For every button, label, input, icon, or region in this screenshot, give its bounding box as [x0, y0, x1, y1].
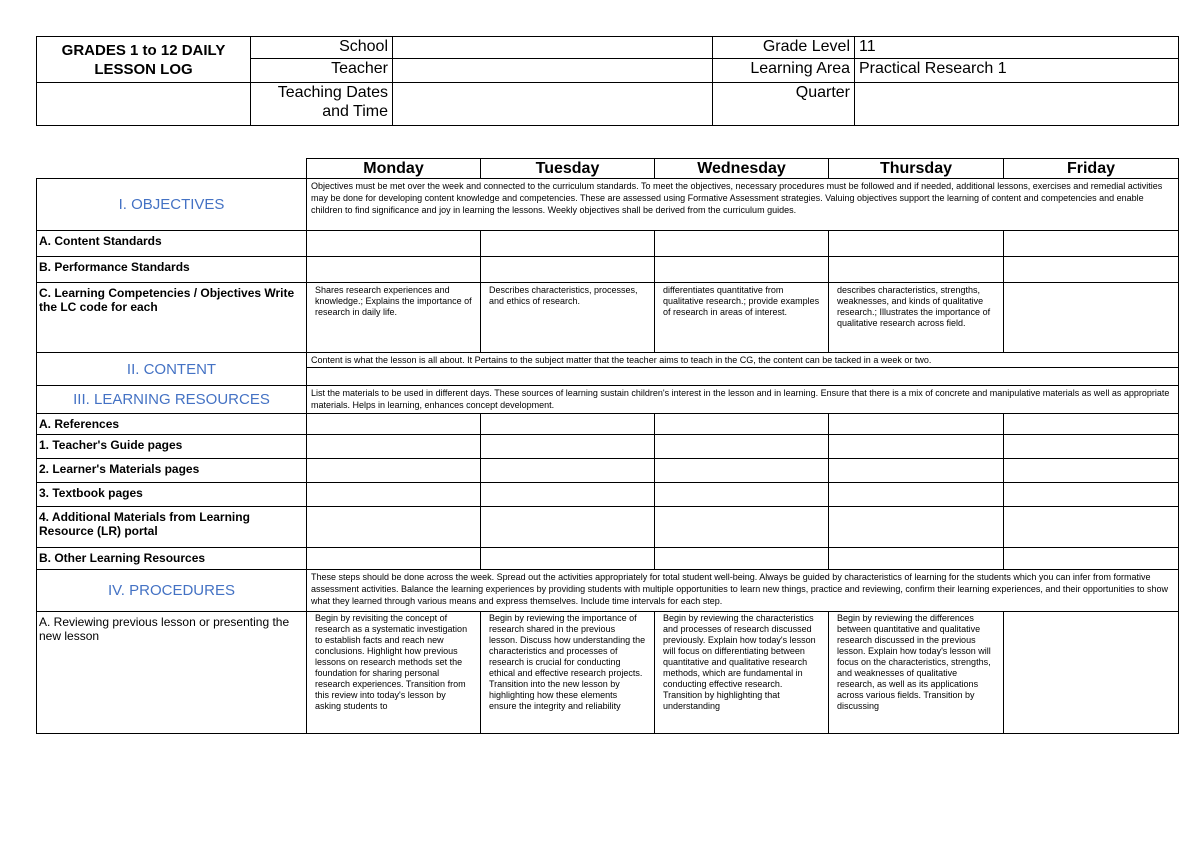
- learners-materials-tuesday[interactable]: [481, 459, 655, 483]
- lesson-log-header: [36, 36, 1179, 126]
- other-resources-label: B. Other Learning Resources: [37, 548, 307, 570]
- competencies-monday[interactable]: Shares research experiences and knowledge.; Explains the importance of research in daily life.: [307, 283, 481, 353]
- competencies-friday[interactable]: [1004, 283, 1179, 353]
- teachers-guide-label: 1. Teacher's Guide pages: [37, 435, 307, 459]
- additional-materials-label: 4. Additional Materials from Learning Resource (LR) portal: [37, 507, 307, 548]
- learners-materials-label: 2. Learner's Materials pages: [37, 459, 307, 483]
- resources-note: List the materials to be used in different days. These sources of learning sustain children's interest in the lesson and in learning. Ensure that there is a mix of concrete and manipulative materials as well as appropriate materials. Helps in learning, enhances concept development.: [307, 386, 1179, 414]
- day-header-tuesday: Tuesday: [481, 159, 655, 179]
- other-resources-friday[interactable]: [1004, 548, 1179, 570]
- references-monday[interactable]: [307, 414, 481, 435]
- content-standards-friday[interactable]: [1004, 231, 1179, 257]
- content-standards-thursday[interactable]: [829, 231, 1004, 257]
- day-header-monday: Monday: [307, 159, 481, 179]
- learners-materials-monday[interactable]: [307, 459, 481, 483]
- review-thursday[interactable]: Begin by reviewing the differences between quantitative and qualitative research discussed in the previous lesson. Explain how today's lesson will focus on the characteristics, strengths, and weaknesses of qualitative research, as well as its applications across various fields. Transition by discussing: [829, 612, 1004, 734]
- competencies-thursday[interactable]: describes characteristics, strengths, weaknesses, and kinds of qualitative research.; Illustrates the importance of qualitative research across field.: [829, 283, 1004, 353]
- textbook-pages-tuesday[interactable]: [481, 483, 655, 507]
- content-standards-wednesday[interactable]: [655, 231, 829, 257]
- teaching-dates-field[interactable]: [393, 83, 713, 126]
- content-entry[interactable]: [307, 368, 1179, 386]
- grade-level-field[interactable]: 11: [855, 37, 1179, 59]
- additional-materials-monday[interactable]: [307, 507, 481, 548]
- day-header-wednesday: Wednesday: [655, 159, 829, 179]
- learning-area-field[interactable]: Practical Research 1: [855, 59, 1179, 83]
- objectives-note: Objectives must be met over the week and connected to the curriculum standards. To meet the objectives, necessary procedures must be followed and if needed, additional lessons, exercises and remedial activities may be done for developing content knowledge and competencies. These are assessed using Formative Assessment strategies. Valuing objectives support the learning of content and competencies and enable children to find significance and joy in learning the lessons. Weekly objectives shall be derived from the curriculum guides.: [307, 179, 1179, 231]
- teachers-guide-thursday[interactable]: [829, 435, 1004, 459]
- additional-materials-tuesday[interactable]: [481, 507, 655, 548]
- objectives-heading: I. OBJECTIVES: [37, 179, 307, 231]
- teachers-guide-friday[interactable]: [1004, 435, 1179, 459]
- learning-area-label: Learning Area: [713, 59, 855, 83]
- textbook-pages-monday[interactable]: [307, 483, 481, 507]
- quarter-label: Quarter: [713, 83, 855, 126]
- content-standards-tuesday[interactable]: [481, 231, 655, 257]
- performance-standards-label: B. Performance Standards: [37, 257, 307, 283]
- form-title: GRADES 1 to 12 DAILY LESSON LOG: [37, 37, 251, 83]
- textbook-pages-label: 3. Textbook pages: [37, 483, 307, 507]
- other-resources-wednesday[interactable]: [655, 548, 829, 570]
- other-resources-monday[interactable]: [307, 548, 481, 570]
- references-thursday[interactable]: [829, 414, 1004, 435]
- school-field[interactable]: [393, 37, 713, 59]
- performance-standards-monday[interactable]: [307, 257, 481, 283]
- resources-heading: III. LEARNING RESOURCES: [37, 386, 307, 414]
- performance-standards-tuesday[interactable]: [481, 257, 655, 283]
- teacher-field[interactable]: [393, 59, 713, 83]
- content-standards-monday[interactable]: [307, 231, 481, 257]
- review-wednesday[interactable]: Begin by reviewing the characteristics and processes of research discussed previously. Explain how today's lesson will focus on differentiating between quantitative and qualitative research methods, which are fundamental in conducting effective research. Transition by highlighting that understanding: [655, 612, 829, 734]
- additional-materials-friday[interactable]: [1004, 507, 1179, 548]
- content-heading: II. CONTENT: [37, 353, 307, 386]
- teachers-guide-monday[interactable]: [307, 435, 481, 459]
- teachers-guide-tuesday[interactable]: [481, 435, 655, 459]
- review-tuesday[interactable]: Begin by reviewing the importance of research shared in the previous lesson. Discuss how understanding the characteristics and processes of research is crucial for conducting ethical and effective research projects. Transition into the new lesson by highlighting how these elements ensure the integrity and reliability: [481, 612, 655, 734]
- learners-materials-thursday[interactable]: [829, 459, 1004, 483]
- quarter-field[interactable]: [855, 83, 1179, 126]
- references-tuesday[interactable]: [481, 414, 655, 435]
- review-lesson-label: A. Reviewing previous lesson or presenting the new lesson: [37, 612, 307, 734]
- review-friday[interactable]: [1004, 612, 1179, 734]
- teacher-label: Teacher: [251, 59, 393, 83]
- school-label: School: [251, 37, 393, 59]
- other-resources-tuesday[interactable]: [481, 548, 655, 570]
- teachers-guide-wednesday[interactable]: [655, 435, 829, 459]
- teaching-dates-label: Teaching Dates and Time: [251, 83, 393, 126]
- procedures-note: These steps should be done across the week. Spread out the activities appropriately for total student well-being. Always be guided by characteristics of learning for the students which you can infer from formative assessment activities. Balance the learning experiences by providing students with multiple opportunities to learn new things, practice and reviewing, confirm their learning experiences, and their opportunities to show what they learned through various means and express themselves. Include time intervals for each step.: [307, 570, 1179, 612]
- content-standards-label: A. Content Standards: [37, 231, 307, 257]
- textbook-pages-thursday[interactable]: [829, 483, 1004, 507]
- competencies-label: C. Learning Competencies / Objectives Write the LC code for each: [37, 283, 307, 353]
- textbook-pages-friday[interactable]: [1004, 483, 1179, 507]
- lesson-log-table: [36, 158, 1179, 734]
- competencies-tuesday[interactable]: Describes characteristics, processes, and ethics of research.: [481, 283, 655, 353]
- competencies-wednesday[interactable]: differentiates quantitative from qualitative research.; provide examples of research in areas of interest.: [655, 283, 829, 353]
- grade-level-label: Grade Level: [713, 37, 855, 59]
- procedures-heading: IV. PROCEDURES: [37, 570, 307, 612]
- day-header-thursday: Thursday: [829, 159, 1004, 179]
- additional-materials-wednesday[interactable]: [655, 507, 829, 548]
- other-resources-thursday[interactable]: [829, 548, 1004, 570]
- performance-standards-friday[interactable]: [1004, 257, 1179, 283]
- performance-standards-thursday[interactable]: [829, 257, 1004, 283]
- performance-standards-wednesday[interactable]: [655, 257, 829, 283]
- corner-blank: [37, 159, 307, 179]
- title-cell-empty: [37, 83, 251, 126]
- additional-materials-thursday[interactable]: [829, 507, 1004, 548]
- learners-materials-friday[interactable]: [1004, 459, 1179, 483]
- references-label: A. References: [37, 414, 307, 435]
- references-wednesday[interactable]: [655, 414, 829, 435]
- learners-materials-wednesday[interactable]: [655, 459, 829, 483]
- content-note: Content is what the lesson is all about. It Pertains to the subject matter that the teacher aims to teach in the CG, the content can be tacked in a week or two.: [307, 353, 1179, 368]
- day-header-friday: Friday: [1004, 159, 1179, 179]
- textbook-pages-wednesday[interactable]: [655, 483, 829, 507]
- review-monday[interactable]: Begin by revisiting the concept of research as a systematic investigation to establish facts and reach new conclusions. Highlight how previous lessons on research methods set the foundation for sharing personal research experiences. Transition from this review into today's lesson by asking students to: [307, 612, 481, 734]
- references-friday[interactable]: [1004, 414, 1179, 435]
